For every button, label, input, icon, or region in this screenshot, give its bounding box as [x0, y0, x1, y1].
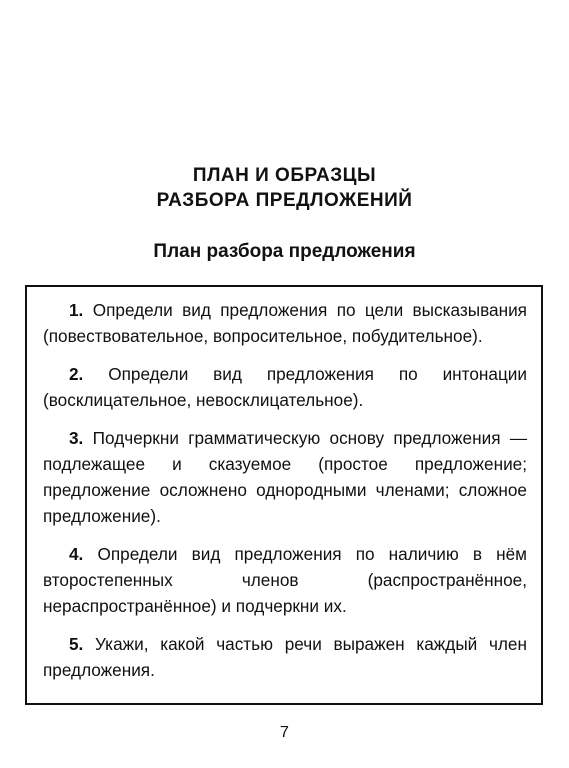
plan-item-number: 2. [69, 364, 84, 384]
plan-item-number: 1. [69, 300, 84, 320]
plan-item-text: Определи вид предложения по наличию в нём второстепенных членов (распространённое, нераспространённое) и подчеркни их. [43, 544, 527, 616]
plan-item-2 [43, 361, 527, 413]
plan-box [25, 285, 543, 705]
page-number: 7 [280, 724, 289, 741]
plan-item-4 [43, 541, 527, 619]
plan-item-number: 4. [69, 544, 84, 564]
chapter-title-line-2: РАЗБОРА ПРЕДЛОЖЕНИЙ [156, 190, 413, 211]
plan-item-text: Подчеркни грамматическую основу предложения — подлежащее и сказуемое (простое предложение; предложение осложнено однородными членами; сложное предложение). [43, 428, 528, 526]
plan-item-1 [43, 297, 527, 349]
chapter-title-line-1: ПЛАН И ОБРАЗЦЫ [192, 165, 377, 186]
plan-item-text: Определи вид предложения по интонации (восклицательное, невосклицательное). [43, 364, 527, 410]
plan-item-text: Определи вид предложения по цели высказывания (повествовательное, вопросительное, побудительное). [43, 300, 527, 346]
plan-item-text: Укажи, какой частью речи выражен каждый член предложения. [43, 634, 527, 680]
plan-item-5 [43, 631, 527, 683]
chapter-title [0, 163, 569, 213]
plan-item-number: 5. [69, 634, 84, 654]
plan-item-number: 3. [69, 428, 84, 448]
plan-list [43, 297, 527, 683]
plan-item-3 [43, 425, 527, 529]
section-title: План разбора предложения [153, 241, 416, 262]
